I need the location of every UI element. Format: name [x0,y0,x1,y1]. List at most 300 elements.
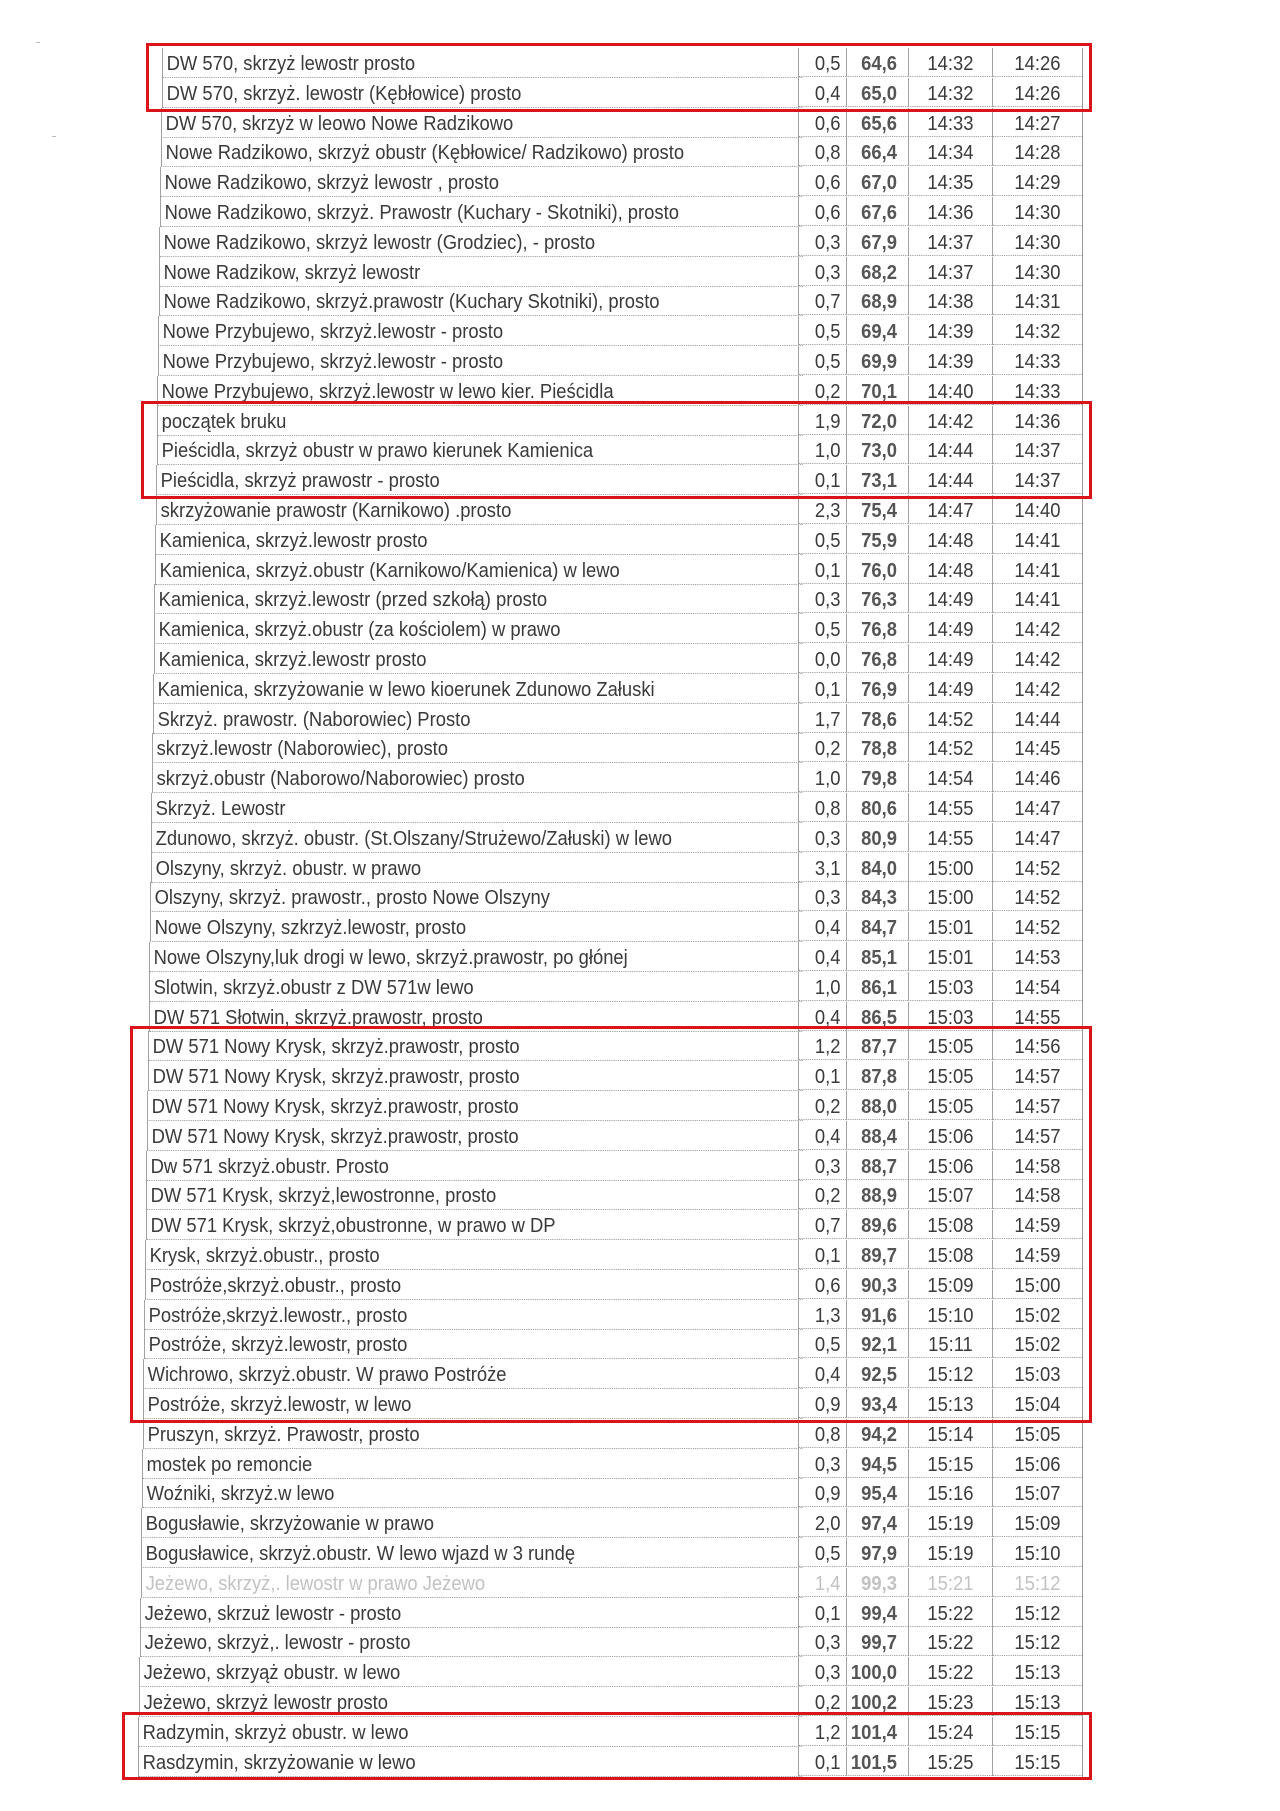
time-cell-1: 14:36 [908,197,992,226]
location-cell: DW 570, skrzyż w leowo Nowe Radzikowo [161,108,803,138]
distance-cell: 0,1 [798,555,846,584]
location-cell: Pieścidla, skrzyż obustr w prawo kierunek Kamienica [157,435,803,465]
time-cell-2: 14:32 [992,316,1082,345]
location-cell: DW 571 Nowy Krysk, skrzyż.prawostr, prosto [147,1091,803,1121]
distance-cell: 1,0 [798,435,846,464]
time-cell-1: 14:49 [908,674,992,703]
distance-cell: 0,5 [798,48,846,77]
location-cell: Bogusławie, skrzyżowanie w prawo [141,1508,803,1538]
table-right-border [1082,674,1083,704]
time-cell-1: 14:48 [908,525,992,554]
time-cell-1: 15:08 [908,1240,992,1269]
distance-cell: 0,3 [798,823,846,852]
distance-cell: 0,1 [798,1747,846,1776]
time-cell-1: 15:22 [908,1598,992,1627]
table-right-border [1082,1419,1083,1449]
time-cell-2: 14:42 [992,644,1082,673]
km-cell: 84,0 [846,853,908,882]
distance-cell: 1,0 [798,763,846,792]
location-cell: Pieścidla, skrzyż prawostr - prosto [156,465,803,495]
time-cell-2: 14:33 [992,376,1082,405]
time-cell-2: 15:07 [992,1478,1082,1507]
km-cell: 88,0 [846,1091,908,1120]
location-cell: Slotwin, skrzyż.obustr z DW 571w lewo [149,972,803,1002]
table-right-border [1082,346,1083,376]
time-cell-1: 14:44 [908,435,992,464]
time-cell-1: 15:22 [908,1657,992,1686]
km-cell: 92,5 [846,1359,908,1388]
location-cell: Skrzyż. Lewostr [151,793,803,823]
km-cell: 91,6 [846,1300,908,1329]
table-row [0,1419,1280,1449]
time-cell-2: 15:12 [992,1568,1082,1597]
km-cell: 64,6 [846,48,908,77]
time-cell-1: 15:06 [908,1151,992,1180]
table-row [0,257,1280,287]
time-cell-2: 15:12 [992,1598,1082,1627]
location-cell: Jeżewo, skrzyż,. lewostr - prosto [140,1627,803,1657]
time-cell-1: 15:10 [908,1300,992,1329]
time-cell-1: 14:49 [908,584,992,613]
time-cell-1: 14:40 [908,376,992,405]
km-cell: 78,6 [846,704,908,733]
distance-cell: 0,3 [798,1627,846,1656]
time-cell-1: 15:09 [908,1270,992,1299]
distance-cell: 0,5 [798,1538,846,1567]
time-cell-1: 15:14 [908,1419,992,1448]
km-cell: 78,8 [846,733,908,762]
km-cell: 93,4 [846,1389,908,1418]
time-cell-1: 14:55 [908,823,992,852]
table-right-border [1082,167,1083,197]
distance-cell: 2,3 [798,495,846,524]
location-cell: Bogusławice, skrzyż.obustr. W lewo wjazd w 3 rundę [141,1538,803,1568]
location-cell: początek bruku [157,406,803,436]
table-row [0,1478,1280,1508]
highlight-box [122,1712,1092,1781]
location-cell: DW 571 Nowy Krysk, skrzyż.prawostr, prosto [147,1121,803,1151]
distance-cell: 0,4 [798,1121,846,1150]
distance-cell: 1,3 [798,1300,846,1329]
location-cell: Jeżewo, skrzuż lewostr - prosto [140,1598,803,1628]
km-cell: 65,0 [846,78,908,107]
distance-cell: 0,8 [798,793,846,822]
km-cell: 92,1 [846,1329,908,1358]
table-right-border [1082,823,1083,853]
km-cell: 67,6 [846,197,908,226]
time-cell-1: 15:13 [908,1389,992,1418]
time-cell-1: 14:49 [908,614,992,643]
km-cell: 88,7 [846,1151,908,1180]
time-cell-1: 14:52 [908,733,992,762]
km-cell: 80,6 [846,793,908,822]
table-row [0,1508,1280,1538]
table-row [0,763,1280,793]
time-cell-2: 14:26 [992,78,1082,107]
table-row [0,942,1280,972]
distance-cell: 0,9 [798,1478,846,1507]
time-cell-1: 15:00 [908,882,992,911]
time-cell-2: 14:58 [992,1151,1082,1180]
km-cell: 86,5 [846,1002,908,1031]
time-cell-1: 15:16 [908,1478,992,1507]
time-cell-2: 14:33 [992,346,1082,375]
time-cell-2: 14:31 [992,286,1082,315]
time-cell-1: 14:47 [908,495,992,524]
distance-cell: 0,2 [798,733,846,762]
km-cell: 70,1 [846,376,908,405]
time-cell-1: 14:32 [908,78,992,107]
distance-cell: 0,4 [798,912,846,941]
time-cell-2: 14:40 [992,495,1082,524]
location-cell: Wichrowo, skrzyż.obustr. W prawo Postróże [143,1359,803,1389]
km-cell: 72,0 [846,406,908,435]
time-cell-2: 14:59 [992,1240,1082,1269]
location-cell: Jeżewo, skrzyż lewostr prosto [139,1687,803,1717]
time-cell-1: 14:38 [908,286,992,315]
distance-cell: 0,1 [798,465,846,494]
location-cell: Nowe Radzikow, skrzyż lewostr [159,257,803,287]
table-right-border [1082,972,1083,1002]
time-cell-2: 14:56 [992,1031,1082,1060]
table-row [0,1449,1280,1479]
distance-cell: 0,3 [798,584,846,613]
km-cell: 88,4 [846,1121,908,1150]
km-cell: 76,8 [846,614,908,643]
table-right-border [1082,1598,1083,1628]
time-cell-2: 14:26 [992,48,1082,77]
km-cell: 86,1 [846,972,908,1001]
table-row [0,316,1280,346]
table-right-border [1082,108,1083,138]
table-row [0,346,1280,376]
time-cell-2: 14:53 [992,942,1082,971]
distance-cell: 0,6 [798,197,846,226]
time-cell-2: 14:55 [992,1002,1082,1031]
time-cell-2: 15:06 [992,1449,1082,1478]
table-right-border [1082,1449,1083,1479]
time-cell-2: 14:29 [992,167,1082,196]
time-cell-1: 15:12 [908,1359,992,1388]
table-right-border [1082,257,1083,287]
km-cell: 67,9 [846,227,908,256]
location-cell: Nowe Radzikowo, skrzyż.prawostr (Kuchary Skotniki), prosto [159,286,803,316]
distance-cell: 0,4 [798,78,846,107]
table-right-border [1082,942,1083,972]
table-row [0,167,1280,197]
table-row [0,1598,1280,1628]
km-cell: 94,5 [846,1449,908,1478]
highlight-box [130,1026,1092,1422]
distance-cell: 0,3 [798,227,846,256]
km-cell: 89,7 [846,1240,908,1269]
table-row [0,584,1280,614]
table-right-border [1082,197,1083,227]
time-cell-2: 15:13 [992,1657,1082,1686]
location-cell: Nowe Radzikowo, skrzyż. Prawostr (Kuchary - Skotniki), prosto [160,197,803,227]
km-cell: 73,0 [846,435,908,464]
time-cell-2: 14:37 [992,435,1082,464]
km-cell: 99,7 [846,1627,908,1656]
table-right-border [1082,763,1083,793]
time-cell-2: 15:10 [992,1538,1082,1567]
table-right-border [1082,912,1083,942]
distance-cell: 0,4 [798,1359,846,1388]
distance-cell: 1,2 [798,1717,846,1746]
km-cell: 69,9 [846,346,908,375]
location-cell: Postróże, skrzyż.lewostr, w lewo [143,1389,803,1419]
table-row [0,882,1280,912]
time-cell-1: 15:03 [908,1002,992,1031]
time-cell-2: 14:59 [992,1210,1082,1239]
table-row [0,495,1280,525]
time-cell-1: 14:42 [908,406,992,435]
table-row [0,614,1280,644]
km-cell: 68,2 [846,257,908,286]
time-cell-2: 15:09 [992,1508,1082,1537]
time-cell-2: 14:52 [992,882,1082,911]
table-right-border [1082,644,1083,674]
km-cell: 75,9 [846,525,908,554]
table-right-border [1082,882,1083,912]
table-right-border [1082,584,1083,614]
distance-cell: 0,5 [798,614,846,643]
time-cell-1: 14:32 [908,48,992,77]
table-right-border [1082,286,1083,316]
scan-mark [36,42,40,43]
location-cell: Pruszyn, skrzyż. Prawostr, prosto [143,1419,803,1449]
time-cell-2: 14:27 [992,108,1082,137]
distance-cell: 0,6 [798,108,846,137]
table-right-border [1082,614,1083,644]
distance-cell: 0,3 [798,1449,846,1478]
location-cell: DW 571 Krysk, skrzyż,lewostronne, prosto [146,1180,803,1210]
distance-cell: 0,4 [798,942,846,971]
km-cell: 95,4 [846,1478,908,1507]
location-cell: Kamienica, skrzyż.lewostr (przed szkołą) prosto [154,584,803,614]
km-cell: 68,9 [846,286,908,315]
distance-cell: 0,2 [798,1180,846,1209]
time-cell-1: 14:54 [908,763,992,792]
time-cell-2: 15:15 [992,1747,1082,1776]
table-right-border [1082,316,1083,346]
location-cell: skrzyż.obustr (Naborowo/Naborowiec) prosto [152,763,803,793]
km-cell: 75,4 [846,495,908,524]
time-cell-1: 15:07 [908,1180,992,1209]
km-cell: 66,4 [846,137,908,166]
time-cell-2: 14:57 [992,1061,1082,1090]
time-cell-2: 14:47 [992,823,1082,852]
time-cell-1: 15:22 [908,1627,992,1656]
km-cell: 94,2 [846,1419,908,1448]
distance-cell: 3,1 [798,853,846,882]
time-cell-1: 14:33 [908,108,992,137]
table-row [0,972,1280,1002]
highlight-box [146,43,1092,112]
location-cell: Postróże,skrzyż.lewostr., prosto [144,1300,803,1330]
table-right-border [1082,137,1083,167]
time-cell-1: 15:08 [908,1210,992,1239]
location-cell: DW 570, skrzyż lewostr prosto [162,48,803,78]
table-right-border [1082,1508,1083,1538]
km-cell: 97,4 [846,1508,908,1537]
time-cell-2: 14:41 [992,555,1082,584]
table-row [0,674,1280,704]
location-cell: skrzyżowanie prawostr (Karnikowo) .prosto [156,495,803,525]
time-cell-2: 14:41 [992,584,1082,613]
location-cell: DW 570, skrzyż. lewostr (Kębłowice) prosto [162,78,803,108]
table-row [0,555,1280,585]
time-cell-1: 14:39 [908,346,992,375]
time-cell-2: 14:45 [992,733,1082,762]
time-cell-1: 15:01 [908,912,992,941]
km-cell: 76,0 [846,555,908,584]
time-cell-2: 14:52 [992,912,1082,941]
km-cell: 76,8 [846,644,908,673]
location-cell: DW 571 Nowy Krysk, skrzyż.prawostr, prosto [148,1061,803,1091]
distance-cell: 0,2 [798,1687,846,1716]
table-row [0,644,1280,674]
distance-cell: 0,5 [798,1329,846,1358]
time-cell-1: 14:48 [908,555,992,584]
distance-cell: 1,9 [798,406,846,435]
location-cell: Nowe Przybujewo, skrzyż.lewostr - prosto [158,346,803,376]
distance-cell: 0,1 [798,1240,846,1269]
table-right-border [1082,704,1083,734]
km-cell: 79,8 [846,763,908,792]
distance-cell: 0,5 [798,346,846,375]
table-right-border [1082,227,1083,257]
time-cell-1: 15:01 [908,942,992,971]
time-cell-1: 14:34 [908,137,992,166]
time-cell-1: 14:55 [908,793,992,822]
time-cell-1: 14:49 [908,644,992,673]
table-row [0,733,1280,763]
distance-cell: 1,4 [798,1568,846,1597]
table-row [0,286,1280,316]
location-cell: Kamienica, skrzyż.obustr (Karnikowo/Kamienica) w lewo [155,555,803,585]
time-cell-2: 14:54 [992,972,1082,1001]
distance-cell: 0,0 [798,644,846,673]
location-cell: Nowe Radzikowo, skrzyż lewostr , prosto [160,167,803,197]
km-cell: 76,9 [846,674,908,703]
table-right-border [1082,733,1083,763]
table-right-border [1082,853,1083,883]
time-cell-1: 15:03 [908,972,992,1001]
time-cell-1: 15:05 [908,1061,992,1090]
distance-cell: 0,3 [798,1151,846,1180]
table-row [0,1538,1280,1568]
distance-cell: 2,0 [798,1508,846,1537]
highlight-box [141,401,1092,499]
distance-cell: 0,5 [798,525,846,554]
location-cell: Kamienica, skrzyżowanie w lewo kioerunek Zdunowo Załuski [153,674,803,704]
distance-cell: 0,2 [798,1091,846,1120]
location-cell: Nowe Przybujewo, skrzyż.lewostr w lewo kier. Pieścidla [157,376,803,406]
time-cell-2: 15:05 [992,1419,1082,1448]
location-cell: Rasdzymin, skrzyżowanie w lewo [138,1747,803,1777]
km-cell: 100,2 [846,1687,908,1716]
distance-cell: 0,1 [798,1061,846,1090]
time-cell-2: 14:37 [992,465,1082,494]
time-cell-2: 14:58 [992,1180,1082,1209]
distance-cell: 0,4 [798,1002,846,1031]
time-cell-2: 14:46 [992,763,1082,792]
km-cell: 69,4 [846,316,908,345]
time-cell-1: 15:00 [908,853,992,882]
table-row [0,227,1280,257]
distance-cell: 0,8 [798,137,846,166]
table-row [0,525,1280,555]
time-cell-1: 15:19 [908,1538,992,1567]
location-cell: DW 571 Krysk, skrzyż,obustronne, w prawo w DP [146,1210,803,1240]
distance-cell: 0,3 [798,1657,846,1686]
location-cell: Zdunowo, skrzyż. obustr. (St.Olszany/Strużewo/Załuski) w lewo [151,823,803,853]
time-cell-2: 14:44 [992,704,1082,733]
table-right-border [1082,555,1083,585]
time-cell-2: 14:42 [992,614,1082,643]
distance-cell: 0,6 [798,1270,846,1299]
location-cell: Kamienica, skrzyż.lewostr prosto [155,525,803,555]
time-cell-1: 14:44 [908,465,992,494]
distance-cell: 0,2 [798,376,846,405]
table-row [0,137,1280,167]
distance-cell: 0,6 [798,167,846,196]
time-cell-2: 15:03 [992,1359,1082,1388]
location-cell: Jeżewo, skrzyąż obustr. w lewo [139,1657,803,1687]
km-cell: 97,9 [846,1538,908,1567]
distance-cell: 0,3 [798,882,846,911]
location-cell: Nowe Olszyny,luk drogi w lewo, skrzyż.prawostr, po głónej [149,942,803,972]
location-cell: Skrzyż. prawostr. (Naborowiec) Prosto [153,704,803,734]
table-right-border [1082,1627,1083,1657]
time-cell-1: 15:05 [908,1031,992,1060]
time-cell-2: 15:15 [992,1717,1082,1746]
time-cell-2: 15:13 [992,1687,1082,1716]
table-row [0,1627,1280,1657]
time-cell-1: 14:39 [908,316,992,345]
distance-cell: 1,7 [798,704,846,733]
table-row [0,912,1280,942]
location-cell: Woźniki, skrzyż.w lewo [142,1478,803,1508]
km-cell: 84,7 [846,912,908,941]
time-cell-2: 15:00 [992,1270,1082,1299]
location-cell: Kamienica, skrzyż.obustr (za kościolem) w prawo [154,614,803,644]
km-cell: 101,5 [846,1747,908,1776]
time-cell-1: 14:52 [908,704,992,733]
distance-cell: 0,8 [798,1419,846,1448]
time-cell-1: 15:25 [908,1747,992,1776]
table-row [0,108,1280,138]
location-cell: Olszyny, skrzyż. obustr. w prawo [151,853,803,883]
distance-cell: 0,7 [798,1210,846,1239]
distance-cell: 0,9 [798,1389,846,1418]
time-cell-1: 14:37 [908,227,992,256]
time-cell-1: 15:15 [908,1449,992,1478]
km-cell: 87,7 [846,1031,908,1060]
location-cell: Kamienica, skrzyż.lewostr prosto [154,644,803,674]
location-cell: skrzyż.lewostr (Naborowiec), prosto [152,733,803,763]
km-cell: 80,9 [846,823,908,852]
time-cell-1: 15:11 [908,1329,992,1358]
time-cell-1: 15:21 [908,1568,992,1597]
time-cell-2: 14:28 [992,137,1082,166]
location-cell: Nowe Olszyny, szkrzyż.lewostr, prosto [150,912,803,942]
location-cell: Nowe Przybujewo, skrzyż.lewostr - prosto [158,316,803,346]
distance-cell: 0,3 [798,257,846,286]
km-cell: 73,1 [846,465,908,494]
km-cell: 89,6 [846,1210,908,1239]
